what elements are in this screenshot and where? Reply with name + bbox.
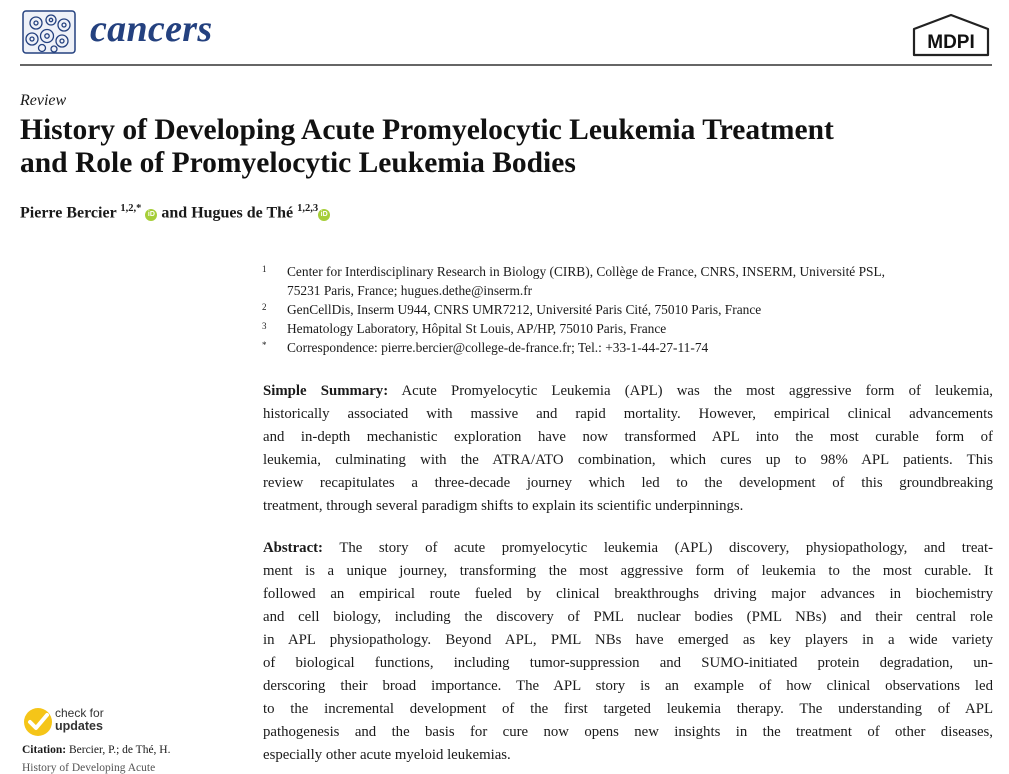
summary-line: treatment, through several paradigm shifts to explain its scientific underpinnings. xyxy=(263,498,744,514)
summary-line: historically associated with massive and rapid mortality. However, empirical clinical advancements xyxy=(263,406,993,422)
affiliation-text: GenCellDis, Inserm U944, CNRS UMR7212, Université Paris Cité, 75010 Paris, France xyxy=(287,302,762,317)
abstract-line: especially other acute myeloid leukemias. xyxy=(263,747,511,763)
summary-line: leukemia, culminating with the ATRA/ATO combination, which cures up to 98% APL patients. This xyxy=(263,452,993,468)
citation-cutoff-text: History of Developing Acute xyxy=(22,762,156,774)
abstract-text: The story of acute promyelocytic leukemia (APL) discovery, physiopathology, and treat- xyxy=(339,540,994,556)
citation-label: Citation: xyxy=(22,744,67,756)
simple-summary xyxy=(263,380,993,518)
abstract-line: followed an empirical route fueled by clinical breakthroughs driving major advances in biochemistry xyxy=(263,586,993,602)
author-name[interactable]: Hugues de Thé xyxy=(191,204,294,222)
abstract-label: Abstract: xyxy=(263,540,323,556)
abstract-line: of biological functions, including tumor-suppression and SUMO-initiated protein degradation, un- xyxy=(263,655,993,671)
author-list xyxy=(20,203,330,222)
abstract-line: derscoring their broad importance. The APL story is an example of how clinical observations led xyxy=(263,678,993,694)
abstract-line xyxy=(263,537,993,560)
mdpi-logo-icon xyxy=(910,12,992,58)
affiliation-item xyxy=(262,319,1002,338)
summary-line: review recapitulates a three-decade journey which led to the development of this groundbreaking xyxy=(263,475,993,491)
check-updates-line: check for xyxy=(55,706,104,720)
abstract-line: ment is a unique journey, transforming the most aggressive form of leukemia to the most curable. It xyxy=(263,563,993,579)
affiliation-item xyxy=(262,300,1002,319)
summary-line xyxy=(263,380,993,403)
article-title-line-1: History of Developing Acute Promyelocytic Leukemia Treatment xyxy=(20,114,834,146)
abstract xyxy=(263,537,993,767)
check-updates-strong: updates xyxy=(55,719,103,733)
abstract-line: and cell biology, including the discovery of PML nuclear bodies (PML NBs) and their central role xyxy=(263,609,993,625)
publisher-name: MDPI xyxy=(927,32,975,53)
check-for-updates-link[interactable] xyxy=(55,707,104,733)
author-affiliation-markers: 1,2,3 xyxy=(297,203,319,214)
article-type: Review xyxy=(20,92,67,109)
author-joiner: and xyxy=(161,204,188,222)
affiliations-list xyxy=(262,262,1002,357)
summary-line: and in-depth mechanistic exploration have now transformed APL into the most curable form of xyxy=(263,429,993,445)
orcid-icon[interactable]: iD xyxy=(318,209,330,221)
abstract-line: in APL physiopathology. Beyond APL, PML NBs have emerged as key players in a wide variety xyxy=(263,632,993,648)
summary-text: Acute Promyelocytic Leukemia (APL) was the most aggressive form of leukemia, xyxy=(401,383,993,399)
affiliation-marker: 1 xyxy=(262,264,267,274)
abstract-line: to the incremental development of the first targeted leukemia therapy. The understanding of APL xyxy=(263,701,993,717)
journal-logo-icon xyxy=(22,10,76,54)
author-name[interactable]: Pierre Bercier xyxy=(20,204,117,222)
affiliation-item xyxy=(262,262,1002,300)
journal-name: cancers xyxy=(90,8,213,50)
affiliation-marker: 2 xyxy=(262,302,267,312)
article-title xyxy=(20,114,1005,180)
correspondence-marker: * xyxy=(262,340,267,350)
citation xyxy=(22,744,171,756)
affiliation-marker: 3 xyxy=(262,321,267,331)
article-title-line-2: and Role of Promyelocytic Leukemia Bodies xyxy=(20,147,576,179)
simple-summary-label: Simple Summary: xyxy=(263,383,389,399)
citation-text: Bercier, P.; de Thé, H. xyxy=(68,744,171,756)
correspondence-text[interactable]: Correspondence: pierre.bercier@college-de-france.fr; Tel.: +33-1-44-27-11-74 xyxy=(287,340,709,355)
affiliation-line[interactable]: 75231 Paris, France; hugues.dethe@inserm.fr xyxy=(287,283,533,298)
abstract-line: pathogenesis and the basis for cure now opens new insights in the treatment of other diseases, xyxy=(263,724,993,740)
author-affiliation-markers: 1,2,* xyxy=(120,203,142,214)
orcid-icon[interactable]: iD xyxy=(145,209,157,221)
affiliation-text xyxy=(287,262,1002,300)
header-rule xyxy=(20,64,992,66)
correspondence-item xyxy=(262,338,1002,357)
affiliation-line: Center for Interdisciplinary Research in Biology (CIRB), Collège de France, CNRS, INSERM, Université PSL, xyxy=(287,264,886,279)
affiliation-text: Hematology Laboratory, Hôpital St Louis, AP/HP, 75010 Paris, France xyxy=(287,321,667,336)
